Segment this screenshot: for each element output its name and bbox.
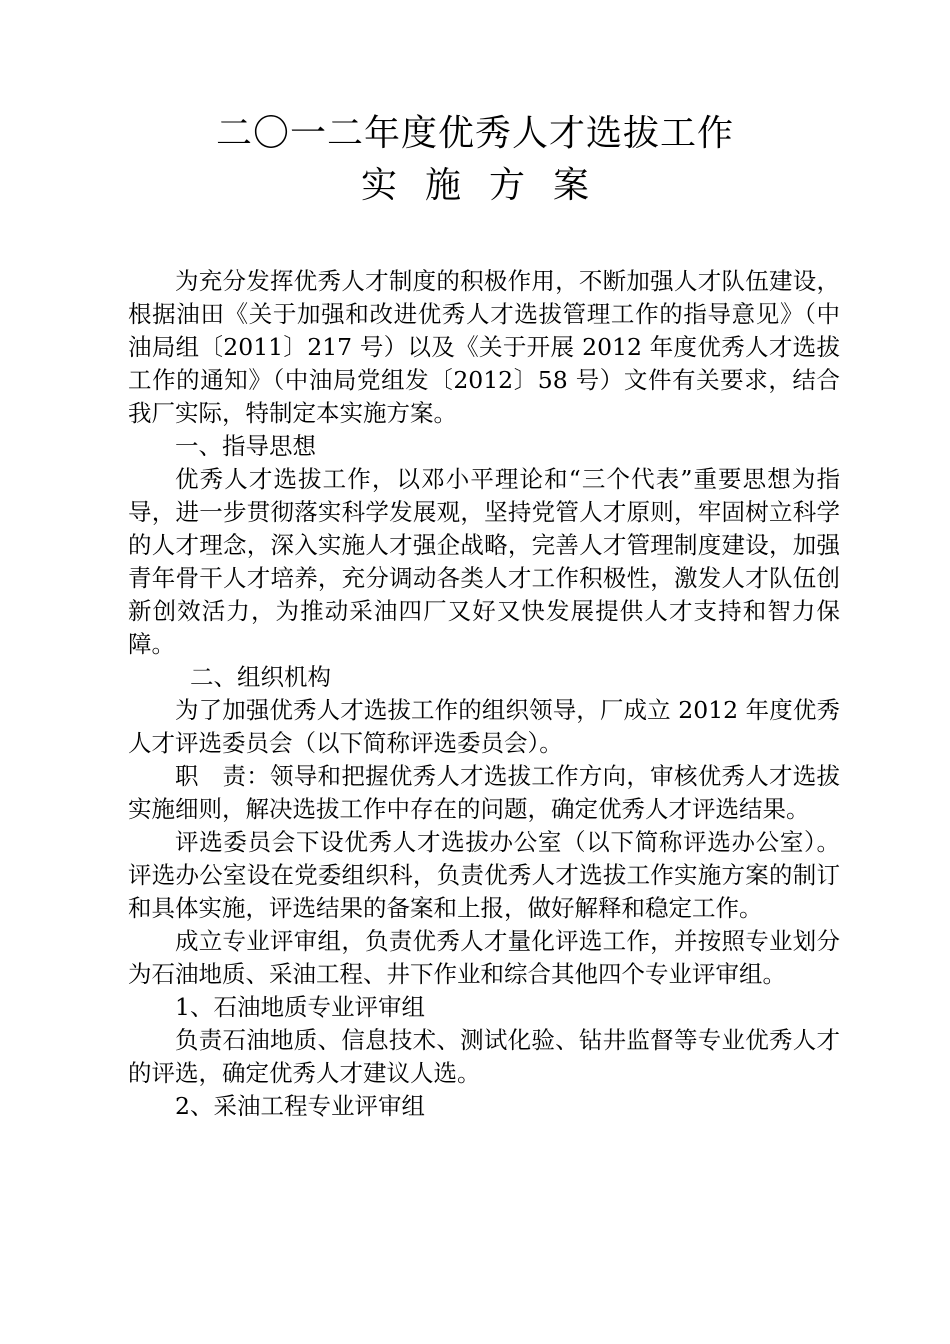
geology-group-paragraph: 负责石油地质、信息技术、测试化验、钻井监督等专业优秀人才的评选，确定优秀人才建议人选。: [128, 1026, 840, 1087]
title-line-1: 二〇一二年度优秀人才选拔工作: [215, 113, 734, 154]
intro-paragraph: 为充分发挥优秀人才制度的积极作用，不断加强人才队伍建设，根据油田《关于加强和改进优秀人才选拔管理工作的指导意见》（中油局组〔2011〕217 号）以及《关于开展 2012 年度优秀人才选拔工作的通知》（中油局党组发〔2012〕58 号）文件有关要求，结合我厂实际，特制定本实施方案。: [128, 267, 840, 427]
subheading-geology-group: 1、石油地质专业评审组: [175, 993, 425, 1021]
title-line-2: 实施方案: [360, 165, 617, 206]
document-body: [128, 265, 840, 1123]
duties-paragraph: 职 责：领导和把握优秀人才选拔工作方向，审核优秀人才选拔实施细则，解决选拔工作中存在的问题，确定优秀人才评选结果。: [128, 762, 840, 823]
section-heading-guiding-ideology: 一、指导思想: [175, 432, 316, 460]
guiding-ideology-paragraph: 优秀人才选拔工作，以邓小平理论和“三个代表”重要思想为指导，进一步贯彻落实科学发展观，坚持党管人才原则，牢固树立科学的人才理念，深入实施人才强企战略，完善人才管理制度建设，加强青年骨干人才培养，充分调动各类人才工作积极性，激发人才队伍创新创效活力，为推动采油四厂又好又快发展提供人才支持和智力保障。: [128, 465, 840, 658]
organization-paragraph: 为了加强优秀人才选拔工作的组织领导，厂成立 2012 年度优秀人才评选委员会（以下简称评选委员会）。: [128, 696, 840, 757]
review-groups-paragraph: 成立专业评审组，负责优秀人才量化评选工作，并按照专业划分为石油地质、采油工程、井下作业和综合其他四个专业评审组。: [128, 927, 840, 988]
office-paragraph: 评选委员会下设优秀人才选拔办公室（以下简称评选办公室）。评选办公室设在党委组织科，负责优秀人才选拔工作实施方案的制订和具体实施，评选结果的备案和上报，做好解释和稳定工作。: [128, 828, 840, 922]
document-title: [0, 108, 950, 212]
subheading-production-group: 2、采油工程专业评审组: [175, 1092, 425, 1120]
section-heading-organization: 二、组织机构: [190, 663, 331, 691]
